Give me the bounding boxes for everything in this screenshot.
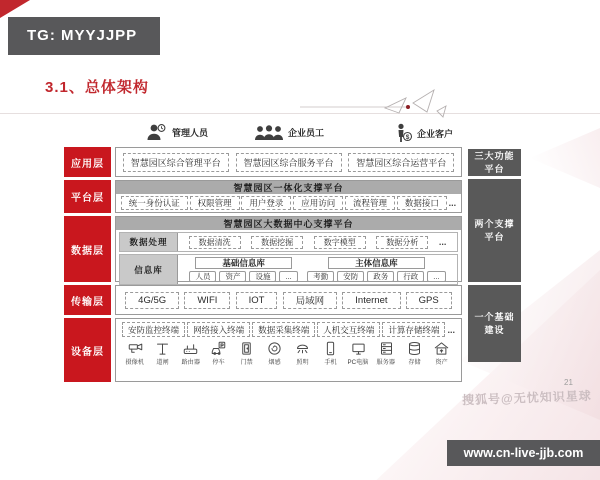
- actor-employees: [254, 123, 324, 142]
- processing-box: 数据清洗: [189, 236, 241, 249]
- data-header: 智慧园区大数据中心支撑平台: [116, 217, 461, 230]
- platform-box: 智慧园区综合服务平台: [236, 153, 342, 172]
- device-layer-frame: [115, 318, 462, 382]
- repo-chip: 考勤: [307, 271, 334, 282]
- watermark-text: 搜狐号@无忧知识星球: [461, 388, 592, 408]
- svg-text:$: $: [405, 133, 410, 141]
- parking-icon: [211, 341, 226, 356]
- repo-chip: ...: [427, 271, 445, 282]
- lowpoly-decoration-top-right: [530, 128, 600, 188]
- repo-chip: ...: [279, 271, 297, 282]
- device-asset: 资产: [429, 341, 455, 366]
- platform-box: 智慧园区综合管理平台: [123, 153, 229, 172]
- platform-layer-frame: [115, 180, 462, 213]
- network-box: 4G/5G: [125, 292, 179, 309]
- platform-box: 智慧园区综合运营平台: [348, 153, 454, 172]
- repository-row: [119, 254, 458, 285]
- storage-icon: [407, 341, 422, 356]
- manager-icon: [146, 123, 168, 142]
- device-server: 服务器: [373, 341, 399, 366]
- red-corner-triangle: [0, 0, 30, 18]
- processing-box: 数字模型: [314, 236, 366, 249]
- actor-label: 企业员工: [288, 128, 325, 138]
- layer-tab-transmission: 传输层: [64, 285, 111, 315]
- transmission-layer-frame: [115, 285, 462, 315]
- ellipsis: ...: [447, 324, 455, 335]
- router-icon: [183, 341, 198, 356]
- device-light: 照明: [289, 341, 315, 366]
- service-box: 应用访问: [293, 196, 343, 210]
- repo-chip: 资产: [219, 271, 246, 282]
- light-icon: [295, 341, 310, 356]
- side-label-one-infrastructure: 一个基础建设: [468, 285, 521, 362]
- ellipsis: ...: [438, 237, 447, 247]
- service-box: 权限管理: [190, 196, 240, 210]
- device-door: 门禁: [234, 341, 260, 366]
- platform-header: 智慧园区一体化支撑平台: [116, 181, 461, 194]
- paper-plane-decoration: [300, 85, 460, 125]
- subject-repository-group: [307, 257, 445, 282]
- terminal-box: 计算存储终端: [382, 322, 445, 337]
- terminal-box: 安防监控终端: [122, 322, 185, 337]
- device-phone: 手机: [317, 341, 343, 366]
- terminal-box: 人机交互终端: [317, 322, 380, 337]
- actor-label: 企业客户: [417, 128, 454, 139]
- layer-tab-application: 应用层: [64, 147, 111, 177]
- processing-box: 数据分析: [376, 236, 428, 249]
- terminal-box: 数据采集终端: [252, 322, 315, 337]
- repo-chip: 人员: [189, 271, 216, 282]
- data-processing-label: 数据处理: [120, 233, 178, 251]
- website-banner: www.cn-live-jjb.com: [447, 440, 600, 466]
- service-box: 用户登录: [241, 196, 291, 210]
- repo-chip: 行政: [397, 271, 424, 282]
- repo-chip: 政务: [367, 271, 394, 282]
- repository-label: 信息库: [120, 255, 178, 284]
- network-box: 局域网: [283, 292, 338, 309]
- device-pc: PC电脑: [345, 341, 371, 366]
- terminal-box: 网络接入终端: [187, 322, 250, 337]
- base-repository-group: [189, 257, 297, 282]
- device-storage: 存储: [401, 341, 427, 366]
- asset-icon: [434, 341, 449, 356]
- customer-icon: [393, 123, 413, 143]
- network-box: GPS: [406, 292, 452, 309]
- layer-tab-data: 数据层: [64, 216, 111, 282]
- server-icon: [379, 341, 394, 356]
- repo-chip: 设施: [249, 271, 276, 282]
- device-parking: 停车: [206, 341, 232, 366]
- ellipsis: ...: [448, 198, 457, 208]
- network-box: Internet: [342, 292, 400, 309]
- pc-icon: [351, 341, 366, 356]
- page-title: 3.1、总体架构: [45, 79, 149, 96]
- tg-badge: TG: MYYJJPP: [8, 17, 160, 55]
- application-layer-frame: [115, 147, 462, 177]
- device-router: 路由器: [178, 341, 204, 366]
- camera-icon: [128, 341, 143, 356]
- network-box: WIFI: [184, 292, 230, 309]
- actor-customer: [393, 123, 453, 143]
- actor-manager: [146, 123, 208, 142]
- side-label-two-support-platforms: 两个支撑平台: [468, 179, 521, 282]
- side-label-three-platforms: 三大功能平台: [468, 149, 521, 176]
- data-layer-frame: [115, 216, 462, 282]
- gate-icon: [155, 341, 170, 356]
- repo-chip: 安防: [337, 271, 364, 282]
- processing-box: 数据挖掘: [251, 236, 303, 249]
- service-box: 流程管理: [345, 196, 395, 210]
- service-box: 统一身份认证: [121, 196, 188, 210]
- page-number: 21: [564, 378, 573, 387]
- layer-tab-platform: 平台层: [64, 180, 111, 213]
- service-box: 数据接口: [397, 196, 447, 210]
- device-smoke: 烟感: [262, 341, 288, 366]
- employees-icon: [254, 123, 284, 142]
- actor-label: 管理人员: [172, 128, 209, 138]
- data-processing-row: [119, 232, 458, 252]
- door-icon: [239, 341, 254, 356]
- network-box: IOT: [236, 292, 278, 309]
- layer-tab-device: 设备层: [64, 318, 111, 382]
- device-gate: 道闸: [150, 341, 176, 366]
- subject-repository-title: 主体信息库: [328, 257, 425, 269]
- phone-icon: [323, 341, 338, 356]
- device-camera: 摄像机: [122, 341, 148, 366]
- base-repository-title: 基础信息库: [195, 257, 292, 269]
- smoke-icon: [267, 341, 282, 356]
